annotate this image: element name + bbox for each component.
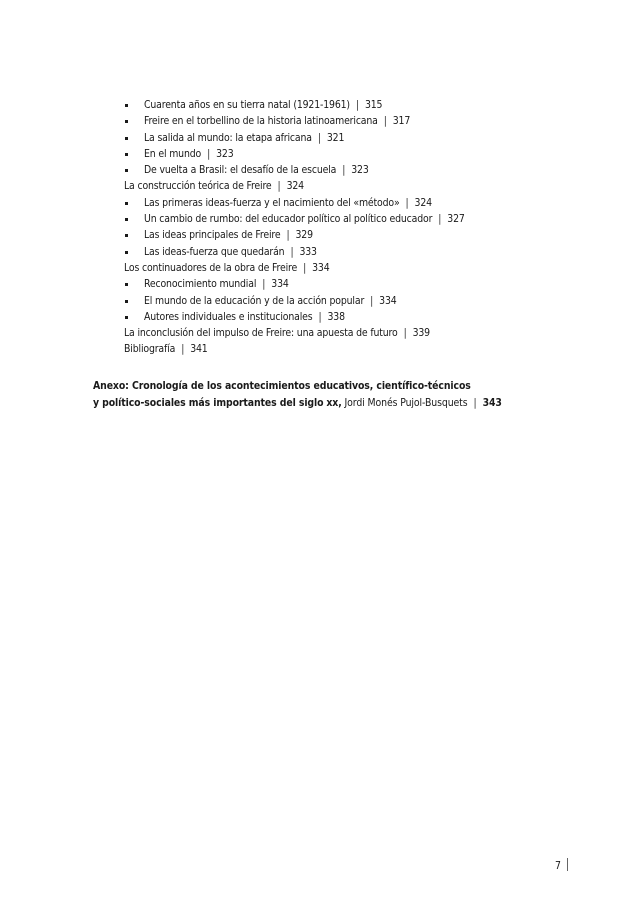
toc-entry-title: Cuarenta años en su tierra natal (1921-1961) (144, 99, 350, 111)
bullet-icon (125, 251, 128, 254)
toc-entry (124, 97, 604, 113)
bullet-icon (125, 137, 128, 140)
toc-entry-page: 315 (364, 99, 383, 111)
bullet-icon (125, 218, 128, 221)
annex-entry (93, 378, 613, 411)
toc-section-title: Los continuadores de la obra de Freire (124, 261, 298, 274)
annex-title-line-1: Anexo: Cronología de los acontecimientos educativos, científico-técnicos (93, 380, 471, 392)
toc-entry (124, 130, 604, 146)
bullet-icon (125, 300, 128, 303)
toc-separator: | (438, 213, 442, 226)
toc-section-title: La construcción teórica de Freire (124, 180, 272, 193)
toc-entry-page: 327 (447, 213, 465, 226)
bullet-icon (125, 120, 128, 123)
toc-separator: | (277, 180, 281, 193)
bullet-icon (125, 104, 128, 107)
toc-separator: | (318, 310, 322, 323)
toc-section-page: 339 (412, 327, 430, 340)
toc-separator: | (317, 131, 321, 144)
annex-century: xx (326, 396, 339, 409)
annex-comma: , (338, 396, 342, 409)
toc-entry-page: 329 (295, 229, 313, 242)
toc-entry-title: Autores individuales e institucionales (144, 310, 313, 323)
toc-entry-title: Las primeras ideas-fuerza y el nacimiento del «método» (144, 196, 400, 209)
annex-separator: | (473, 396, 477, 409)
toc-separator: | (405, 196, 409, 209)
toc-separator: | (262, 278, 266, 291)
toc-entry (124, 276, 604, 292)
annex-title-line-2: y político-sociales más importantes del siglo (93, 396, 324, 409)
footer-rule (567, 858, 568, 871)
page-number: 7 (555, 860, 561, 872)
bullet-icon (125, 153, 128, 156)
toc-entry (124, 211, 604, 227)
toc-entry (124, 113, 604, 129)
toc-entry-page: 321 (326, 131, 345, 144)
toc-section-title: La inconclusión del impulso de Freire: una apuesta de futuro (124, 327, 398, 340)
table-of-contents (124, 97, 604, 358)
toc-section-page: 341 (190, 343, 208, 356)
bullet-icon (125, 202, 128, 205)
toc-section-title: Bibliografía (124, 343, 176, 356)
toc-section-page: 324 (286, 180, 304, 193)
toc-separator: | (403, 327, 407, 340)
toc-entry (124, 244, 604, 260)
annex-title-line-2-row (93, 395, 613, 412)
toc-separator: | (370, 294, 374, 307)
toc-entry-title: Las ideas principales de Freire (144, 229, 281, 242)
toc-entry-title: En el mundo (144, 147, 202, 160)
bullet-icon (125, 316, 128, 319)
page-footer (555, 858, 568, 872)
toc-entry (124, 227, 604, 243)
toc-separator: | (355, 99, 359, 111)
toc-entry-title: Freire en el torbellino de la historia latinoamericana (144, 115, 378, 128)
annex-author: Jordi Monés Pujol-Busquets (344, 396, 468, 409)
bullet-icon (125, 283, 128, 286)
toc-entry-title: Las ideas-fuerza que quedarán (144, 245, 285, 258)
toc-entry (124, 162, 604, 178)
toc-section (124, 341, 604, 357)
toc-entry (124, 309, 604, 325)
toc-separator: | (286, 229, 290, 242)
toc-separator: | (383, 115, 387, 128)
toc-entry-title: De vuelta a Brasil: el desafío de la escuela (144, 164, 337, 177)
toc-entry-page: 323 (216, 147, 234, 160)
toc-section-page: 334 (312, 261, 330, 274)
toc-section (124, 260, 604, 276)
toc-entry-page: 338 (327, 310, 345, 323)
toc-section (124, 325, 604, 341)
toc-entry (124, 146, 604, 162)
toc-entry-title: Reconocimiento mundial (144, 278, 257, 291)
toc-separator: | (207, 147, 211, 160)
toc-entry-title: La salida al mundo: la etapa africana (144, 131, 312, 144)
toc-separator: | (303, 261, 307, 274)
bullet-icon (125, 234, 128, 237)
toc-entry (124, 293, 604, 309)
toc-entry-page: 317 (392, 115, 411, 128)
toc-entry-page: 334 (271, 278, 289, 291)
toc-entry-title: Un cambio de rumbo: del educador político al político educador (144, 213, 433, 226)
annex-page: 343 (482, 396, 502, 409)
toc-entry-page: 334 (379, 294, 397, 307)
toc-section (124, 178, 604, 194)
toc-entry-page: 323 (351, 164, 369, 177)
toc-entry-page: 333 (299, 245, 317, 258)
toc-separator: | (290, 245, 294, 258)
toc-entry (124, 195, 604, 211)
toc-separator: | (342, 164, 346, 177)
bullet-icon (125, 169, 128, 172)
toc-entry-title: El mundo de la educación y de la acción popular (144, 294, 365, 307)
toc-entry-page: 324 (414, 196, 432, 209)
toc-separator: | (181, 343, 185, 356)
